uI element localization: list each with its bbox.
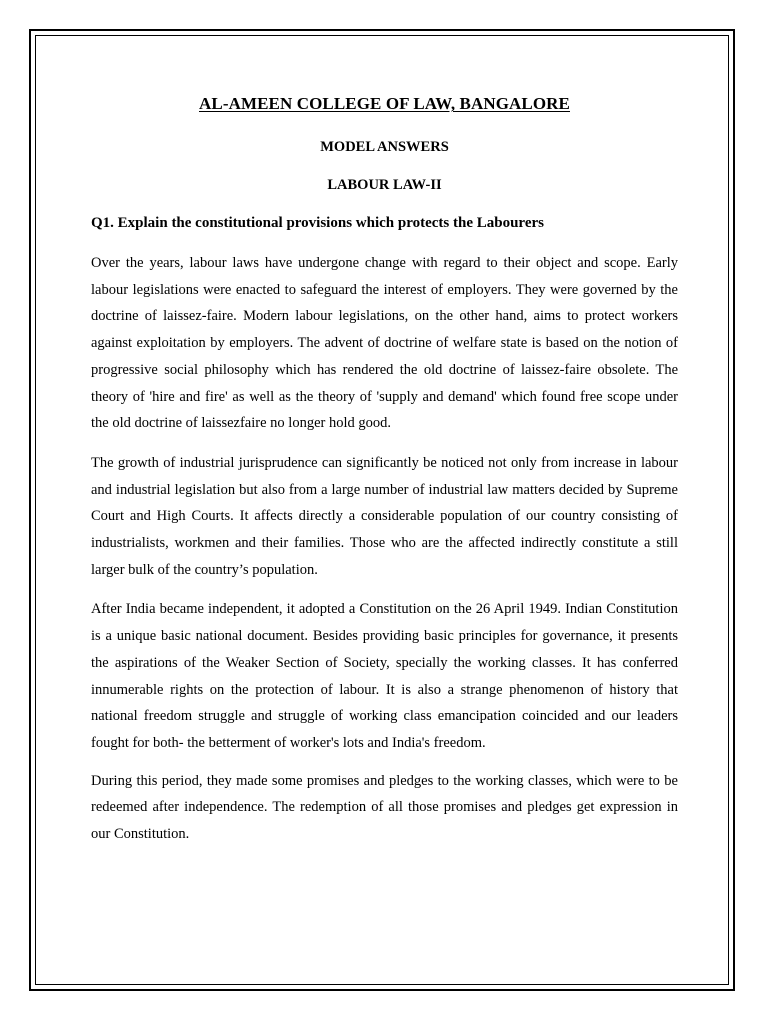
answer-paragraph-1: Over the years, labour laws have undergone change with regard to their object and scope. Early labour legislations were enacted to safeguard the interest of employers. They were governed by the doctrine of laissez-faire. Modern labour legislations, on the other hand, aims to protect workers against exploitation by employers. The advent of doctrine of welfare state is based on the notion of progressive social philosophy which has rendered the old doctrine of laissez-faire obsolete. The theory of 'hire and fire' as well as the theory of 'supply and demand' which found free scope under the old doctrine of laissezfaire no longer hold good.: [91, 255, 678, 432]
answer-paragraph-4: During this period, they made some promises and pledges to the working classes, which were to be redeemed after independence. The redemption of all those promises and pledges get expression in our Constitution.: [91, 772, 678, 843]
answer-paragraph-3: After India became independent, it adopted a Constitution on the 26 April 1949. Indian Constitution is a unique basic national document. Besides providing basic principles for governance, it presents the aspirations of the Weaker Section of Society, specially the working classes. It has conferred innumerable rights on the protection of labour. It is also a strange phenomenon of history that national freedom struggle and struggle of working class emancipation coincided and our leaders fought for both- the betterment of worker's lots and India's freedom.: [91, 601, 678, 751]
question-heading: Q1. Explain the constitutional provisions which protects the Labourers: [91, 215, 544, 231]
answer-paragraph-2: The growth of industrial jurisprudence can significantly be noticed not only from increase in labour and industrial legislation but also from a large number of industrial law matters decided by Supreme Court and High Courts. It affects directly a considerable population of our country consisting of industrialists, workmen and their families. Those who are the affected indirectly constitute a still larger bulk of the country’s population.: [91, 454, 678, 578]
subject-title: LABOUR LAW-II: [327, 177, 442, 193]
college-title: AL-AMEEN COLLEGE OF LAW, BANGALORE: [199, 94, 570, 113]
document-body: [91, 90, 678, 848]
document-heading: MODEL ANSWERS: [320, 139, 449, 155]
